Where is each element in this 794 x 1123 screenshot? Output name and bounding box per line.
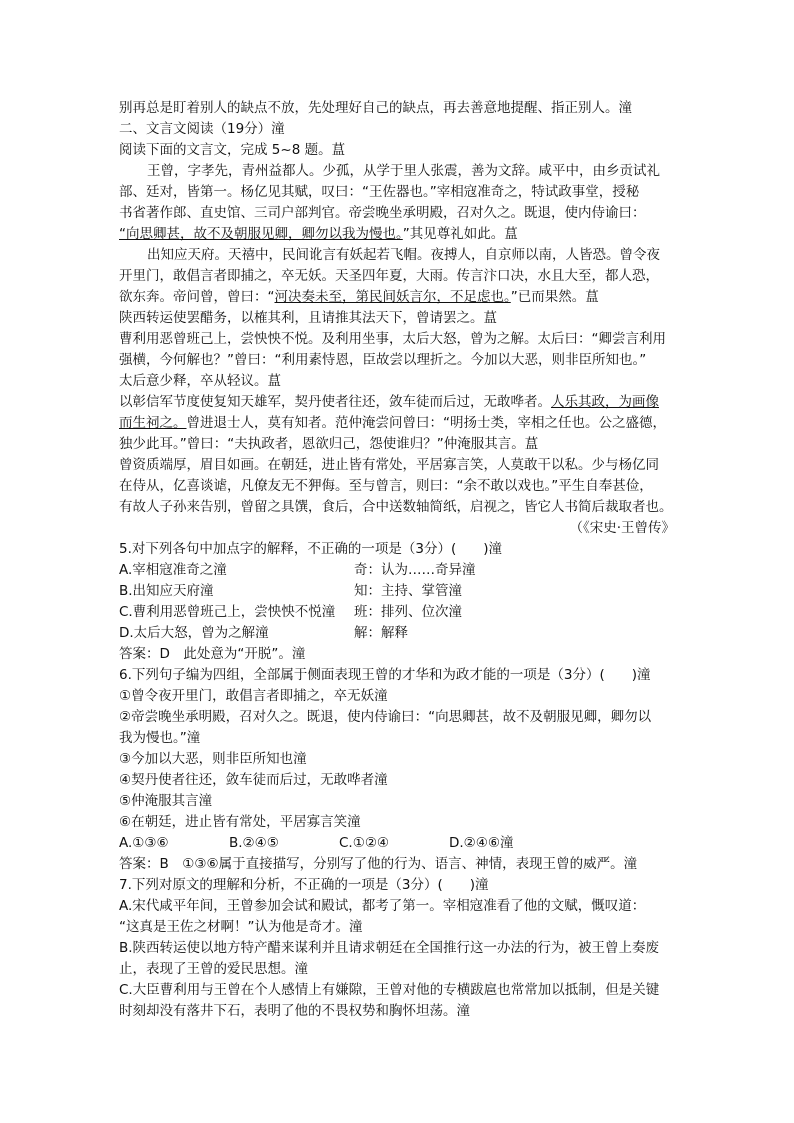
q7-option-c: C.大臣曹利用与王曾在个人感情上有嫌隙，王曾对他的专横跋扈也常常加以抵制，但是关键	[119, 982, 660, 998]
q5-option-a: A.宰相寇准奇之潼 奇：认为……奇异潼	[119, 562, 476, 578]
intro-closing-line: 别再总是盯着别人的缺点不放，先处理好自己的缺点，再去善意地提醒、指正别人。潼	[119, 100, 632, 116]
passage-line: 欲东奔。帝问曾，曾曰：“河决奏未至，第民间妖言尔，不足虑也。”已而果然。蒀	[119, 289, 599, 305]
passage-line: 太后意少释，卒从轻议。蒀	[119, 373, 281, 389]
answer-5: 答案：D 此处意为“开脱”。潼	[119, 646, 306, 662]
q6-sentence: ⑥在朝廷，进止皆有常处，平居寡言笑潼	[119, 814, 361, 830]
q5-option-c: C.曹利用恶曾班己上，尝怏怏不悦潼 班：排列、位次潼	[119, 604, 462, 620]
q6-sentence: ③今加以大恶，则非臣所知也潼	[119, 751, 307, 767]
q6-sentence: ①曾令夜开里门，敢倡言者即捕之，卒无妖潼	[119, 688, 388, 704]
passage-line: 强横，今何解也？”曾曰：“利用素恃恩，臣故尝以理折之。今加以大恶，则非臣所知也。”	[119, 352, 647, 368]
passage-line: 陕西转运使罢醋务，以榷其利，且请推其法天下，曾请罢之。蒀	[119, 310, 497, 326]
q6-option-c: C.①②④	[339, 835, 390, 851]
question-6: 6.下列句子编为四组，全部属于侧面表现王曾的才华和为政才能的一项是（3分）( )潼	[119, 667, 651, 683]
passage-line: 曾资质端厚，眉目如画。在朝廷，进止皆有常处，平居寡言笑，人莫敢干以私。少与杨亿同	[119, 457, 659, 473]
q6-sentence: 我为慢也。”潼	[119, 730, 201, 746]
q6-sentence: ⑤仲淹服其言潼	[119, 793, 213, 809]
q5-option-b: B.出知应天府潼 知：主持、掌管潼	[119, 583, 462, 599]
underlined-sentence: “向思卿甚，故不及朝服见卿，卿勿以我为慢也。	[119, 226, 403, 242]
q7-option-a: A.宋代咸平年间，王曾参加会试和殿试，都考了第一。宰相寇准看了他的文赋，慨叹道：	[119, 898, 646, 914]
passage-source: （《宋史·王曾传》	[569, 520, 675, 536]
passage-line: “向思卿甚，故不及朝服见卿，卿勿以我为慢也。”其见尊礼如此。蒀	[119, 226, 518, 242]
underlined-sentence: 河决奏未至，第民间妖言尔，不足虑也。	[274, 289, 511, 305]
passage-line: 王曾，字孝先，青州益都人。少孤，从学于里人张震，善为文辞。咸平中，由乡贡试礼	[147, 163, 660, 179]
q6-options	[119, 833, 679, 853]
answer-6: 答案：B ①③⑥属于直接描写，分别写了他的行为、语言、神情，表现王曾的威严。潼	[119, 856, 638, 872]
passage-line: 而生祠之。曾进退士人，莫有知者。范仲淹尝问曾曰：“明扬士类，宰相之任也。公之盛德，	[119, 415, 666, 431]
passage-line: 独少此耳。”曾曰：“夫执政者，恩欲归己，怨使谁归？”仲淹服其言。蒀	[119, 436, 539, 452]
q6-option-b: B.②④⑤	[229, 835, 279, 851]
passage-line: 出知应天府。天禧中，民间讹言有妖起若飞帽。夜搏人，自京师以南，人皆恐。曾令夜	[147, 247, 660, 263]
q6-option-a: A.①③⑥	[119, 835, 169, 851]
q5-option-d: D.太后大怒，曾为之解潼 解：解释	[119, 625, 408, 641]
passage-line: 有故人子孙来告别，曾留之具馔，食后，合中送数轴简纸，启视之，皆它人书简后裁取者也。	[119, 499, 673, 515]
passage-line: 书省著作郎、直史馆、三司户部判官。帝尝晚坐承明殿，召对久之。既退，使内侍谕曰：	[119, 205, 646, 221]
q7-option-b: 止，表现了王曾的爱民思想。潼	[119, 961, 308, 977]
passage-line: 曹利用恶曾班己上，尝怏怏不悦。及利用坐事，太后大怒，曾为之解。太后曰：“卿尝言利用	[119, 331, 666, 347]
passage-line: 部、廷对，皆第一。杨亿见其赋，叹曰：“王佐器也。”宰相寇准奇之，特试政事堂，授秘	[119, 184, 640, 200]
passage-line: 以彰信军节度使复知天雄军，契丹使者往还，敛车徒而后过，无敢哗者。人乐其政，为画像	[119, 394, 659, 410]
q7-option-a: “这真是王佐之材啊！”认为他是奇才。潼	[119, 919, 363, 935]
q6-sentence: ④契丹使者往还，敛车徒而后过，无敢哗者潼	[119, 772, 388, 788]
section-heading: 二、文言文阅读（19分）潼	[119, 121, 285, 137]
question-5: 5.对下列各句中加点字的解释，不正确的一项是（3分）( )潼	[119, 541, 503, 557]
passage-line: 开里门，敢倡言者即捕之，卒无妖。天圣四年夏，大雨。传言汴口决，水且大至，都人恐，	[119, 268, 659, 284]
reading-instruction: 阅读下面的文言文，完成 5~8 题。蒀	[119, 142, 346, 158]
q6-option-d: D.②④⑥潼	[449, 835, 514, 851]
q6-sentence: ②帝尝晚坐承明殿，召对久之。既退，使内侍谕曰：“向思卿甚，故不及朝服见卿，卿勿以	[119, 709, 652, 725]
q7-option-b: B.陕西转运使以地方特产醋来谋利并且请求朝廷在全国推行这一办法的行为，被王曾上奏废	[119, 940, 660, 956]
q7-option-c: 时刻却没有落井下石，表明了他的不畏权势和胸怀坦荡。潼	[119, 1003, 470, 1019]
passage-line: 在侍从，亿喜谈谑，凡僚友无不狎侮。至与曾言，则曰：“余不敢以戏也。”平生自奉甚俭，	[119, 478, 653, 494]
question-7: 7.下列对原文的理解和分析，不正确的一项是（3分）( )潼	[119, 877, 489, 893]
underlined-sentence: 而生祠之。	[119, 415, 187, 431]
underlined-sentence: 人乐其政，为画像	[551, 394, 659, 410]
